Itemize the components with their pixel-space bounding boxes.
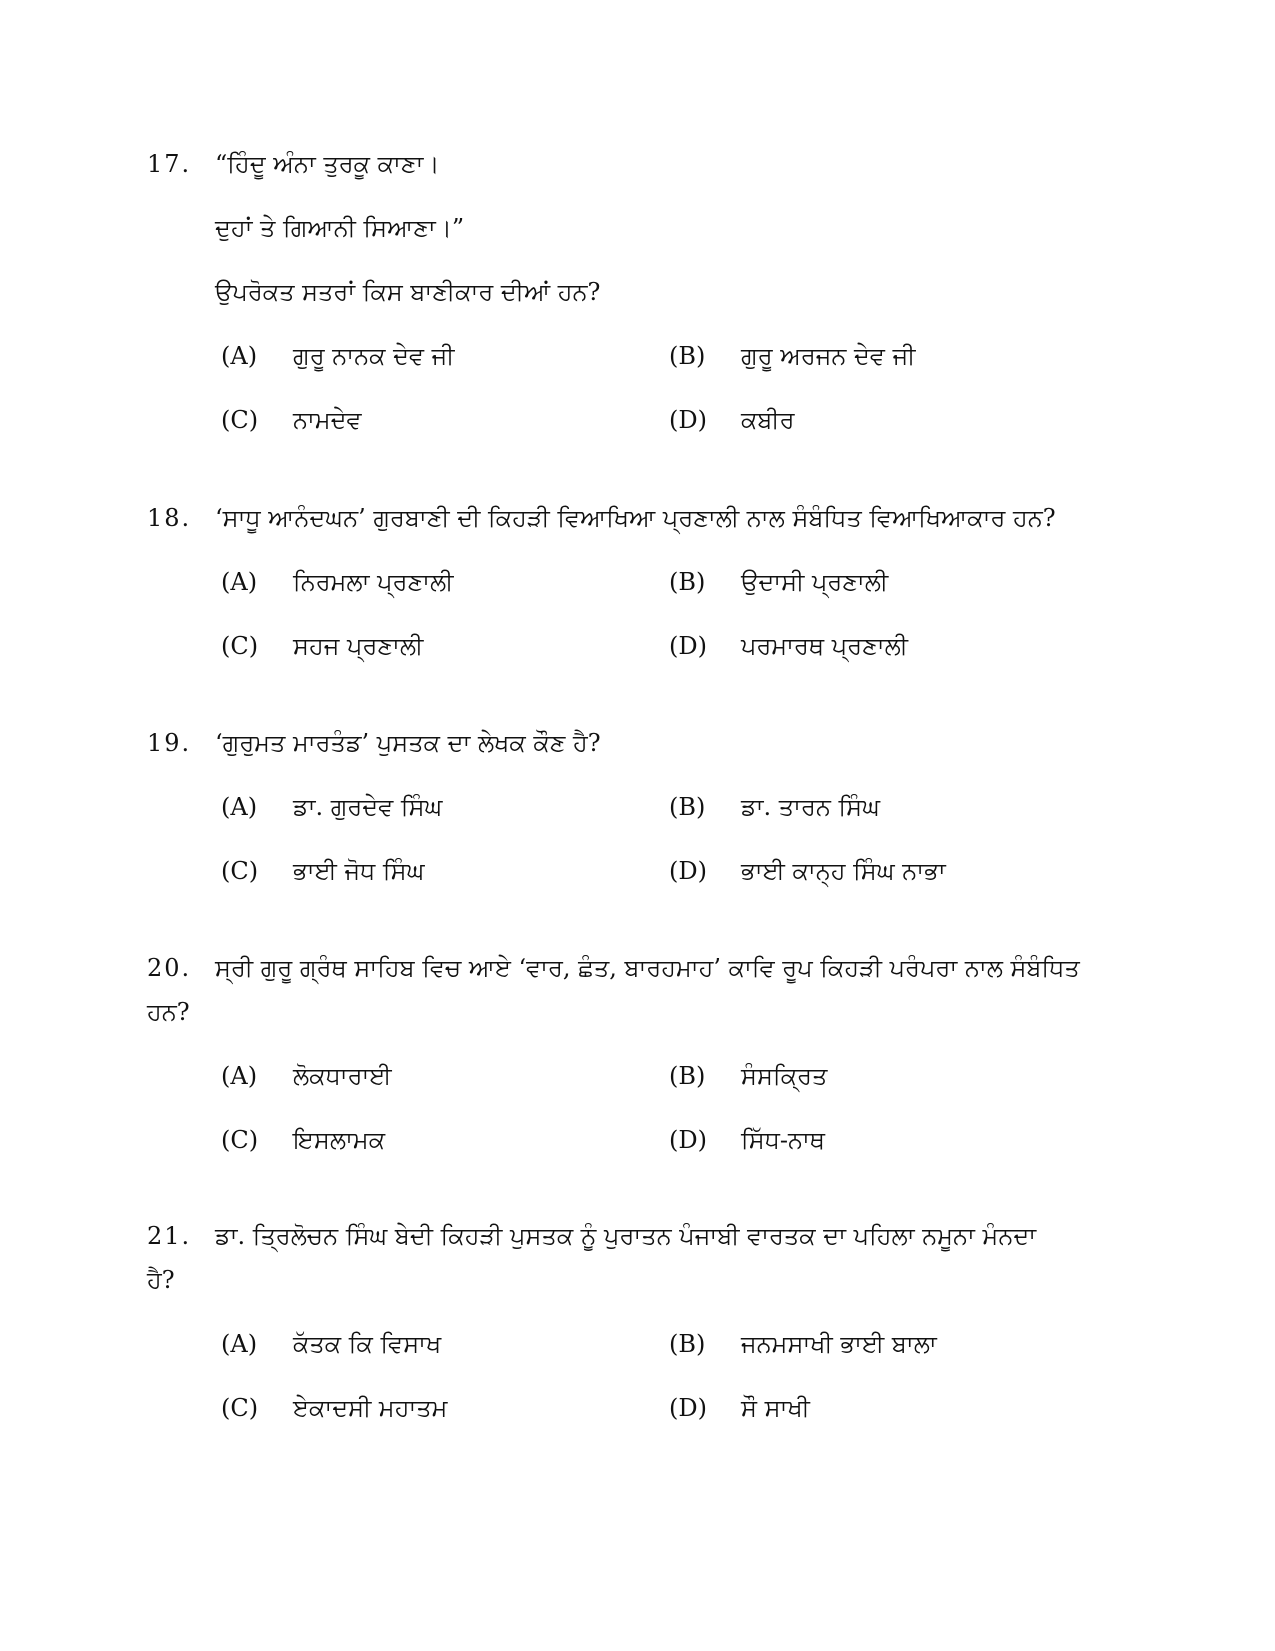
- option-a: [221, 568, 453, 596]
- question-text-line: ਡਾ. ਤ੍ਰਿਲੋਚਨ ਸਿੰਘ ਬੇਦੀ ਕਿਹੜੀ ਪੁਸਤਕ ਨੂੰ ਪੁਰਾਤਨ ਪੰਜਾਬੀ ਵਾਰਤਕ ਦਾ ਪਹਿਲਾ ਨਮੂਨਾ ਮੰਨਦਾ: [215, 1222, 1037, 1250]
- option-a: [221, 1330, 441, 1358]
- question-text-line: ਹੈ?: [147, 1266, 175, 1294]
- option-label: (B): [669, 1330, 706, 1358]
- option-c: [221, 1394, 447, 1422]
- option-d: [669, 1126, 825, 1154]
- option-d: [669, 1394, 810, 1422]
- option-text: ਨਿਰਮਲਾ ਪ੍ਰਣਾਲੀ: [293, 568, 454, 596]
- option-c: [221, 632, 423, 660]
- option-text: ਸੌ ਸਾਖੀ: [741, 1394, 810, 1422]
- option-label: (C): [221, 406, 259, 434]
- option-text: ਸਹਜ ਪ੍ਰਣਾਲੀ: [293, 632, 424, 660]
- question-text-line: ਹਨ?: [147, 998, 190, 1026]
- question-text-line: ਦੁਹਾਂ ਤੇ ਗਿਆਨੀ ਸਿਆਣਾ।”: [215, 214, 465, 242]
- question-number: 18.: [147, 504, 192, 532]
- option-text: ਪਰਮਾਰਥ ਪ੍ਰਣਾਲੀ: [741, 632, 909, 660]
- option-label: (D): [669, 632, 707, 660]
- option-text: ਕਬੀਰ: [741, 406, 795, 434]
- option-text: ਸੰਸਕ੍ਰਿਤ: [741, 1062, 828, 1090]
- option-text: ਉਦਾਸੀ ਪ੍ਰਣਾਲੀ: [741, 568, 889, 596]
- option-text: ਨਾਮਦੇਵ: [293, 406, 362, 434]
- option-text: ਏਕਾਦਸੀ ਮਹਾਤਮ: [293, 1394, 448, 1422]
- option-d: [669, 632, 908, 660]
- option-text: ਗੁਰੂ ਅਰਜਨ ਦੇਵ ਜੀ: [741, 342, 916, 370]
- option-label: (A): [221, 793, 258, 821]
- option-label: (C): [221, 857, 259, 885]
- option-c: [221, 857, 424, 885]
- option-text: ਕੱਤਕ ਕਿ ਵਿਸਾਖ: [293, 1330, 442, 1358]
- question-text-line: ‘ਸਾਧੂ ਆਨੰਦਘਨ’ ਗੁਰਬਾਣੀ ਦੀ ਕਿਹੜੀ ਵਿਆਖਿਆ ਪ੍ਰਣਾਲੀ ਨਾਲ ਸੰਬੰਧਿਤ ਵਿਆਖਿਆਕਾਰ ਹਨ?: [215, 504, 1056, 532]
- option-text: ਸਿੱਧ-ਨਾਥ: [741, 1126, 826, 1154]
- option-a: [221, 342, 455, 370]
- option-b: [669, 1330, 937, 1358]
- question-number: 20.: [147, 954, 192, 982]
- question-number: 19.: [147, 729, 192, 757]
- question-text-line: ਸ੍ਰੀ ਗੁਰੂ ਗ੍ਰੰਥ ਸਾਹਿਬ ਵਿਚ ਆਏ ‘ਵਾਰ, ਛੰਤ, ਬਾਰਹਮਾਹ’ ਕਾਵਿ ਰੂਪ ਕਿਹੜੀ ਪਰੰਪਰਾ ਨਾਲ ਸੰਬੰਧਿਤ: [215, 954, 1080, 982]
- option-c: [221, 1126, 385, 1154]
- option-label: (B): [669, 342, 706, 370]
- option-d: [669, 406, 794, 434]
- option-text: ਭਾਈ ਕਾਨ੍ਹ ਸਿੰਘ ਨਾਭਾ: [741, 857, 946, 885]
- question-text-line: ‘ਗੁਰੁਮਤ ਮਾਰਤੰਡ’ ਪੁਸਤਕ ਦਾ ਲੇਖਕ ਕੌਣ ਹੈ?: [215, 729, 601, 757]
- option-a: [221, 793, 442, 821]
- option-text: ਭਾਈ ਜੋਧ ਸਿੰਘ: [293, 857, 425, 885]
- option-label: (C): [221, 1126, 259, 1154]
- option-text: ਲੋਕਧਾਰਾਈ: [293, 1062, 392, 1090]
- option-text: ਡਾ. ਗੁਰਦੇਵ ਸਿੰਘ: [293, 793, 443, 821]
- option-text: ਜਨਮਸਾਖੀ ਭਾਈ ਬਾਲਾ: [741, 1330, 937, 1358]
- option-text: ਗੁਰੂ ਨਾਨਕ ਦੇਵ ਜੀ: [293, 342, 455, 370]
- question-number: 17.: [147, 150, 192, 178]
- option-b: [669, 568, 888, 596]
- option-label: (D): [669, 1394, 707, 1422]
- question-text-line: ਉਪਰੋਕਤ ਸਤਰਾਂ ਕਿਸ ਬਾਣੀਕਾਰ ਦੀਆਂ ਹਨ?: [215, 278, 601, 306]
- option-label: (A): [221, 1330, 258, 1358]
- option-label: (C): [221, 1394, 259, 1422]
- option-label: (D): [669, 857, 707, 885]
- option-label: (D): [669, 406, 707, 434]
- option-a: [221, 1062, 392, 1090]
- option-label: (A): [221, 342, 258, 370]
- option-b: [669, 793, 880, 821]
- option-label: (C): [221, 632, 259, 660]
- option-label: (A): [221, 568, 258, 596]
- question-text-line: “ਹਿੰਦੂ ਅੰਨਾ ਤੁਰਕੂ ਕਾਣਾ।: [215, 150, 440, 178]
- question-number: 21.: [147, 1222, 192, 1250]
- option-d: [669, 857, 946, 885]
- option-c: [221, 406, 362, 434]
- option-label: (B): [669, 793, 706, 821]
- option-label: (D): [669, 1126, 707, 1154]
- option-label: (A): [221, 1062, 258, 1090]
- option-label: (B): [669, 568, 706, 596]
- option-b: [669, 342, 915, 370]
- option-text: ਇਸਲਾਮਕ: [293, 1126, 386, 1154]
- option-label: (B): [669, 1062, 706, 1090]
- option-b: [669, 1062, 827, 1090]
- option-text: ਡਾ. ਤਾਰਨ ਸਿੰਘ: [741, 793, 881, 821]
